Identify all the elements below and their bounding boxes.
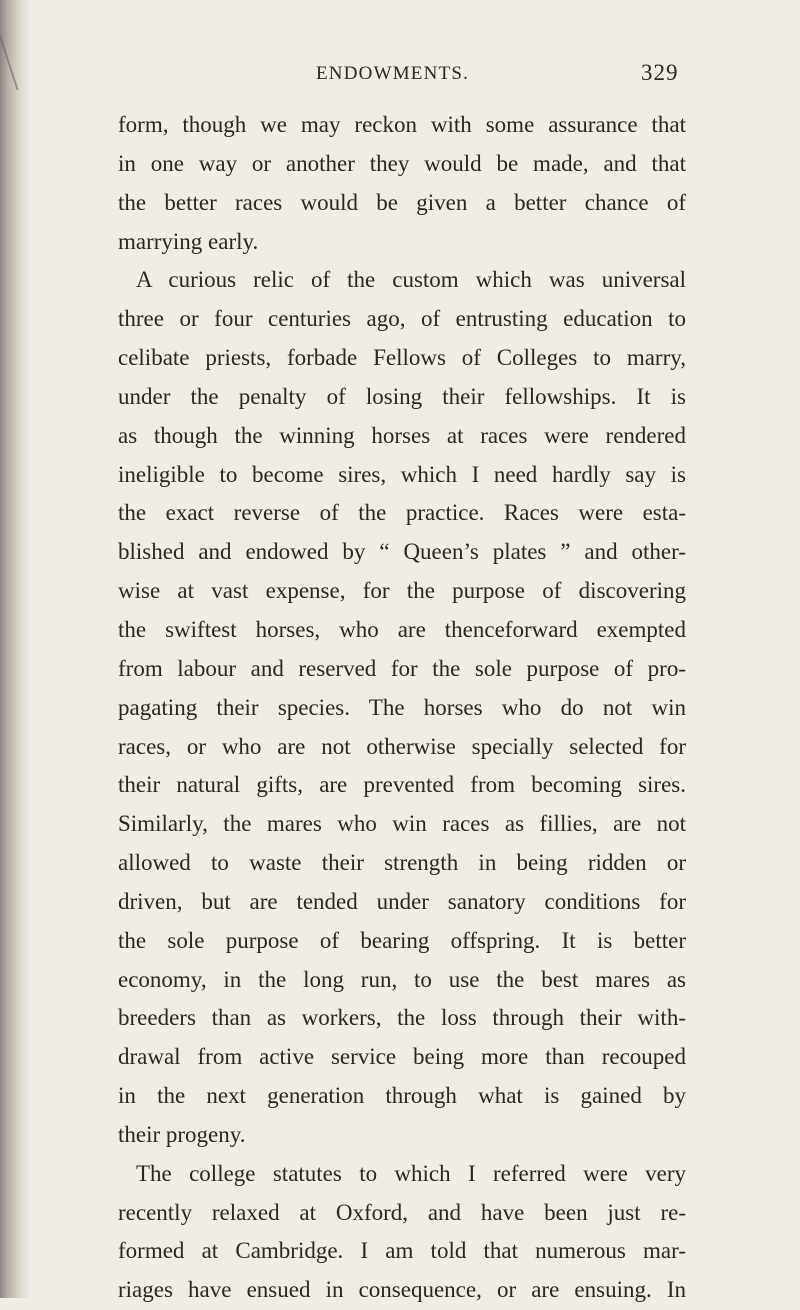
text-line: economy, in the long run, to use the best mares as <box>118 966 686 992</box>
text-line: driven, but are tended under sanatory conditions for <box>118 888 686 914</box>
text-line: under the penalty of losing their fellowships. It is <box>118 383 686 409</box>
text-line: marrying early. <box>118 228 259 254</box>
body-text <box>118 106 686 1310</box>
text-line: the sole purpose of bearing offspring. It is better <box>118 927 686 953</box>
text-line: pagating their species. The horses who do not win <box>118 694 686 720</box>
text-line: in the next generation through what is gained by <box>118 1083 686 1109</box>
text-line: celibate priests, forbade Fellows of Colleges to marry, <box>118 345 686 371</box>
page-gutter-shadow <box>0 0 30 1298</box>
text-line: their natural gifts, are prevented from becoming sires. <box>118 772 686 798</box>
text-line: the exact reverse of the practice. Races were esta- <box>118 500 686 526</box>
running-head-title: ENDOWMENTS. <box>316 63 470 84</box>
text-line: three or four centuries ago, of entrusting education to <box>118 306 686 332</box>
running-head <box>0 58 800 88</box>
text-line: the swiftest horses, who are thenceforward exempted <box>118 616 686 642</box>
text-line: riages have ensued in consequence, or are ensuing. In <box>118 1277 686 1303</box>
text-line: ineligible to become sires, which I need hardly say is <box>118 461 686 487</box>
text-line: The college statutes to which I referred were very <box>136 1160 686 1186</box>
text-line: their progeny. <box>118 1121 246 1147</box>
page-number: 329 <box>641 60 679 85</box>
text-line: races, or who are not otherwise specially selected for <box>118 733 686 759</box>
text-line: drawal from active service being more than recouped <box>118 1044 686 1070</box>
text-line: breeders than as workers, the loss through their with- <box>118 1005 686 1031</box>
text-line: blished and endowed by “ Queen’s plates ” and other- <box>118 539 686 565</box>
text-line: in one way or another they would be made, and that <box>118 150 686 176</box>
text-line: wise at vast expense, for the purpose of discovering <box>118 578 686 604</box>
text-line: formed at Cambridge. I am told that numerous mar- <box>118 1238 686 1264</box>
text-line: as though the winning horses at races were rendered <box>118 422 686 448</box>
text-line: Similarly, the mares who win races as fillies, are not <box>118 811 686 837</box>
text-line: recently relaxed at Oxford, and have been just re- <box>118 1199 686 1225</box>
text-line: form, though we may reckon with some assurance that <box>118 112 686 137</box>
text-line: the better races would be given a better chance of <box>118 189 686 215</box>
text-line: from labour and reserved for the sole purpose of pro- <box>118 655 686 681</box>
text-line: A curious relic of the custom which was universal <box>136 267 686 293</box>
text-line: allowed to waste their strength in being ridden or <box>118 850 686 876</box>
